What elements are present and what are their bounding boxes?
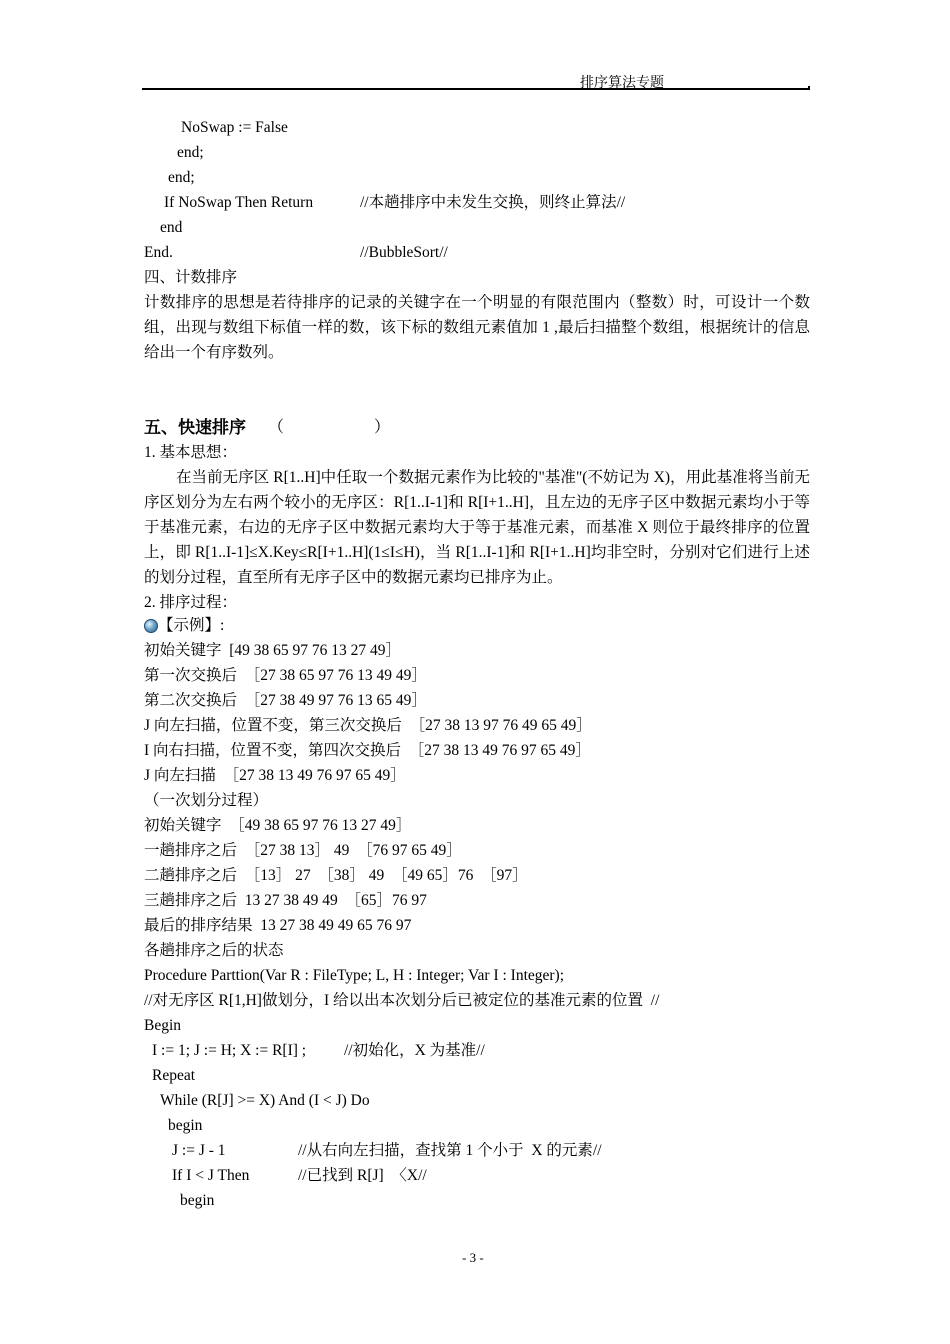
basic-idea-label: 1. 基本思想： <box>144 444 238 461</box>
example-line: 一趟排序之后 ［27 38 13］ 49 ［76 97 65 49］ <box>144 842 462 859</box>
code-line: begin <box>168 1117 203 1134</box>
code-comment: //已找到 R[J] 〈X// <box>298 1167 427 1184</box>
example-line: J 向左扫描，位置不变，第三次交换后 ［27 38 13 97 76 49 65 49］ <box>144 717 592 734</box>
section4-title: 四、计数排序 <box>144 269 238 286</box>
code-line: begin <box>180 1192 215 1209</box>
code-line: end; <box>177 144 204 161</box>
header-title: 排序算法专题 <box>580 76 664 91</box>
code-comment: //BubbleSort// <box>360 244 448 261</box>
code-line: end; <box>168 169 195 186</box>
example-line: I 向右扫描，位置不变，第四次交换后 ［27 38 13 49 76 97 65 49］ <box>144 742 591 759</box>
example-line: （一次划分过程） <box>144 792 269 809</box>
code-line: If I < J Then <box>172 1167 250 1184</box>
code-comment: //初始化，X 为基准// <box>344 1042 485 1059</box>
code-line: Procedure Parttion(Var R : FileType; L, H : Integer; Var I : Integer); <box>144 967 565 984</box>
code-line: end <box>160 219 183 236</box>
section5-paren-left: （ <box>268 419 285 436</box>
code-comment: //从右向左扫描，查找第 1 个小于 X 的元素// <box>298 1142 602 1159</box>
example-label: 【示例】: <box>158 617 225 634</box>
example-line: 初始关键字 [49 38 65 97 76 13 27 49］ <box>144 642 402 659</box>
code-line: End. <box>144 244 173 261</box>
section5-title: 五、快速排序 <box>144 418 246 438</box>
example-line: 各趟排序之后的状态 <box>144 942 284 959</box>
code-line: Begin <box>144 1017 182 1034</box>
code-line: I := 1; J := H; X := R[I] ; <box>152 1042 307 1059</box>
example-line: 最后的排序结果 13 27 38 49 49 65 76 97 <box>144 917 412 934</box>
basic-idea-body: 在当前无序区 R[1..H]中任取一个数据元素作为比较的"基准"(不妨记为 X)，用此基准将当前无序区划分为左右两个较小的无序区：R[1..I-1]和 R[I+1..H]，且左边的无序子区中数据元素均小于等于基准元素，右边的无序子区中数据元素均大于等于基准元素，而基准 X 则位于最终排序的位置上，即 R[1..I-1]≤X.Key≤R[I+1..H](1≤I≤H)，当 R[1..I-1]和 R[I+1..H]均非空时，分别对它们进行上述的划分过程，直至所有无序子区中的数据元素均已排序为止。 <box>144 469 810 586</box>
section4-body: 计数排序的思想是若待排序的记录的关键字在一个明显的有限范围内（整数）时，可设计一个数组，出现与数组下标值一样的数，该下标的数组元素值加 1 ,最后扫描整个数组，根据统计的信息给出一个有序数列。 <box>144 294 810 361</box>
example-line: 二趟排序之后 ［13］ 27 ［38］ 49 ［49 65］76 ［97］ <box>144 867 528 884</box>
header-rule-end <box>808 86 810 90</box>
example-line: J 向左扫描 ［27 38 13 49 76 97 65 49］ <box>144 767 406 784</box>
code-line: If NoSwap Then Return <box>164 194 314 211</box>
page-number: - 3 - <box>462 1250 484 1265</box>
example-line: 三趟排序之后 13 27 38 49 49 ［65］76 97 <box>144 892 427 909</box>
code-line: NoSwap := False <box>181 119 288 136</box>
example-line: 初始关键字 ［49 38 65 97 76 13 27 49］ <box>144 817 412 834</box>
code-line: Repeat <box>152 1067 196 1084</box>
code-comment: //本趟排序中未发生交换，则终止算法// <box>360 194 626 211</box>
code-line: While (R[J] >= X) And (I < J) Do <box>160 1092 370 1109</box>
example-line: 第二次交换后 ［27 38 49 97 76 13 65 49］ <box>144 692 427 709</box>
header-rule <box>142 88 810 90</box>
code-line: //对无序区 R[1,H]做划分，I 给以出本次划分后已被定位的基准元素的位置 // <box>144 992 660 1009</box>
example-line: 第一次交换后 ［27 38 65 97 76 13 49 49］ <box>144 667 427 684</box>
code-line: J := J - 1 <box>172 1142 226 1159</box>
bullet-icon <box>144 619 158 633</box>
section5-paren-right: ） <box>374 419 391 436</box>
process-label: 2. 排序过程： <box>144 594 238 611</box>
